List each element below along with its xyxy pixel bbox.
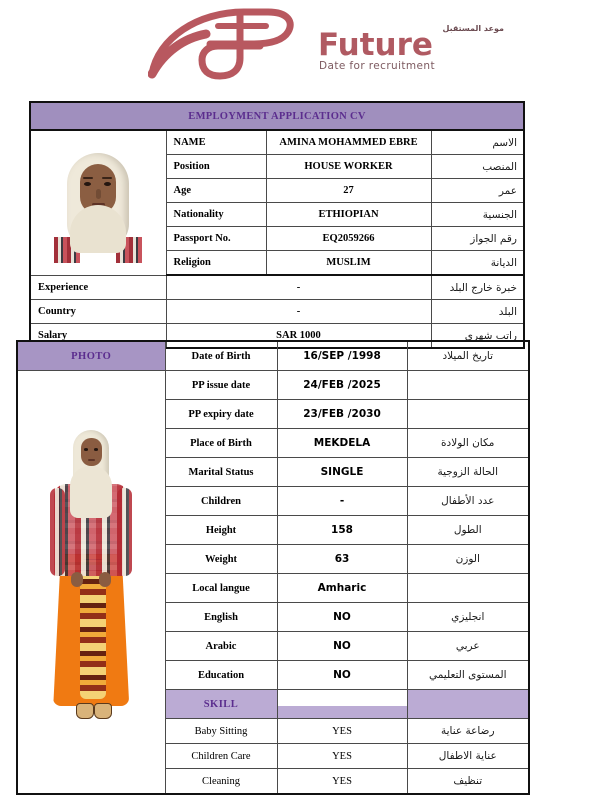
field-arabic-religion: الديانة	[431, 251, 524, 276]
field-arabic-weight: الوزن	[407, 545, 529, 574]
field-label-passport: Passport No.	[166, 227, 266, 251]
field-value-place-of-birth: MEKDELA	[277, 429, 407, 458]
field-value-experience: -	[166, 275, 431, 300]
field-value-country: -	[166, 300, 431, 324]
logo-tagline: Date for recruitment	[319, 60, 435, 72]
field-arabic-english: انجليزي	[407, 603, 529, 632]
logo-brand-text: Future	[318, 27, 433, 63]
field-label-salary: Salary	[30, 324, 166, 349]
skill-section-header: SKILL	[165, 690, 277, 719]
field-label-religion: Religion	[166, 251, 266, 276]
logo-arabic-text: موعد المستقبل	[442, 24, 504, 33]
field-value-age: 27	[266, 179, 431, 203]
field-arabic-pp-expiry	[407, 400, 529, 429]
skill-header-arabic-spacer	[407, 690, 529, 719]
field-arabic-passport: رقم الجواز	[431, 227, 524, 251]
field-arabic-marital-status: الحالة الزوجية	[407, 458, 529, 487]
skill-label-children-care: Children Care	[165, 744, 277, 769]
field-label-height: Height	[165, 516, 277, 545]
table-row	[30, 130, 524, 155]
field-label-experience: Experience	[30, 275, 166, 300]
applicant-passport-photo	[52, 145, 144, 263]
field-arabic-name: الاسم	[431, 130, 524, 155]
field-value-position: HOUSE WORKER	[266, 155, 431, 179]
field-arabic-dob: تاريخ الميلاد	[407, 341, 529, 371]
field-arabic-country: البلد	[431, 300, 524, 324]
applicant-details-table	[16, 340, 530, 795]
future-swoosh-icon	[148, 8, 318, 80]
field-label-nationality: Nationality	[166, 203, 266, 227]
field-value-local-language: Amharic	[277, 574, 407, 603]
field-label-country: Country	[30, 300, 166, 324]
skill-value-children-care: YES	[277, 744, 407, 769]
passport-photo-cell	[30, 130, 166, 275]
field-arabic-children: عدد الأطفال	[407, 487, 529, 516]
field-arabic-salary: راتب شهري	[431, 324, 524, 349]
field-value-marital-status: SINGLE	[277, 458, 407, 487]
field-label-place-of-birth: Place of Birth	[165, 429, 277, 458]
skill-arabic-children-care: عناية الاطفال	[407, 744, 529, 769]
table-row	[17, 341, 529, 371]
skill-value-cleaning: YES	[277, 769, 407, 795]
skill-value-baby-sitting: YES	[277, 719, 407, 744]
field-value-name: AMINA MOHAMMED EBRE	[266, 130, 431, 155]
field-value-weight: 63	[277, 545, 407, 574]
skill-label-baby-sitting: Baby Sitting	[165, 719, 277, 744]
field-label-arabic: Arabic	[165, 632, 277, 661]
field-label-pp-expiry: PP expiry date	[165, 400, 277, 429]
skill-label-cleaning: Cleaning	[165, 769, 277, 795]
field-arabic-height: الطول	[407, 516, 529, 545]
field-label-age: Age	[166, 179, 266, 203]
field-label-english: English	[165, 603, 277, 632]
field-label-name: NAME	[166, 130, 266, 155]
field-label-children: Children	[165, 487, 277, 516]
photo-section-header: PHOTO	[17, 341, 165, 371]
skill-arabic-cleaning: تنظيف	[407, 769, 529, 795]
field-value-religion: MUSLIM	[266, 251, 431, 276]
field-arabic-position: المنصب	[431, 155, 524, 179]
field-value-salary: SAR 1000	[166, 324, 431, 349]
table-row-title	[30, 102, 524, 130]
company-logo-area	[0, 0, 600, 96]
field-value-english: NO	[277, 603, 407, 632]
skill-header-spacer	[277, 690, 407, 719]
field-arabic-education: المستوى التعليمي	[407, 661, 529, 690]
table-row	[30, 300, 524, 324]
field-value-passport: EQ2059266	[266, 227, 431, 251]
field-label-marital-status: Marital Status	[165, 458, 277, 487]
applicant-full-body-photo	[26, 424, 156, 746]
field-arabic-age: عمر	[431, 179, 524, 203]
field-label-dob: Date of Birth	[165, 341, 277, 371]
full-body-photo-cell	[17, 371, 165, 795]
table-row	[30, 275, 524, 300]
field-arabic-experience: خبرة خارج البلد	[431, 275, 524, 300]
field-value-pp-issue: 24/FEB /2025	[277, 371, 407, 400]
field-value-pp-expiry: 23/FEB /2030	[277, 400, 407, 429]
table-row	[17, 371, 529, 400]
field-value-arabic: NO	[277, 632, 407, 661]
field-label-local-language: Local langue	[165, 574, 277, 603]
skill-arabic-baby-sitting: رضاعة عناية	[407, 719, 529, 744]
field-arabic-local-language	[407, 574, 529, 603]
page-title: EMPLOYMENT APPLICATION CV	[30, 102, 524, 130]
field-arabic-nationality: الجنسية	[431, 203, 524, 227]
field-value-height: 158	[277, 516, 407, 545]
field-arabic-arabic: عربي	[407, 632, 529, 661]
field-value-dob: 16/SEP /1998	[277, 341, 407, 371]
future-wordmark	[318, 24, 508, 76]
field-value-children: -	[277, 487, 407, 516]
field-label-weight: Weight	[165, 545, 277, 574]
applicant-summary-table	[29, 101, 525, 349]
field-label-pp-issue: PP issue date	[165, 371, 277, 400]
field-label-education: Education	[165, 661, 277, 690]
field-value-nationality: ETHIOPIAN	[266, 203, 431, 227]
field-arabic-pp-issue	[407, 371, 529, 400]
field-arabic-place-of-birth: مكان الولادة	[407, 429, 529, 458]
field-label-position: Position	[166, 155, 266, 179]
field-value-education: NO	[277, 661, 407, 690]
